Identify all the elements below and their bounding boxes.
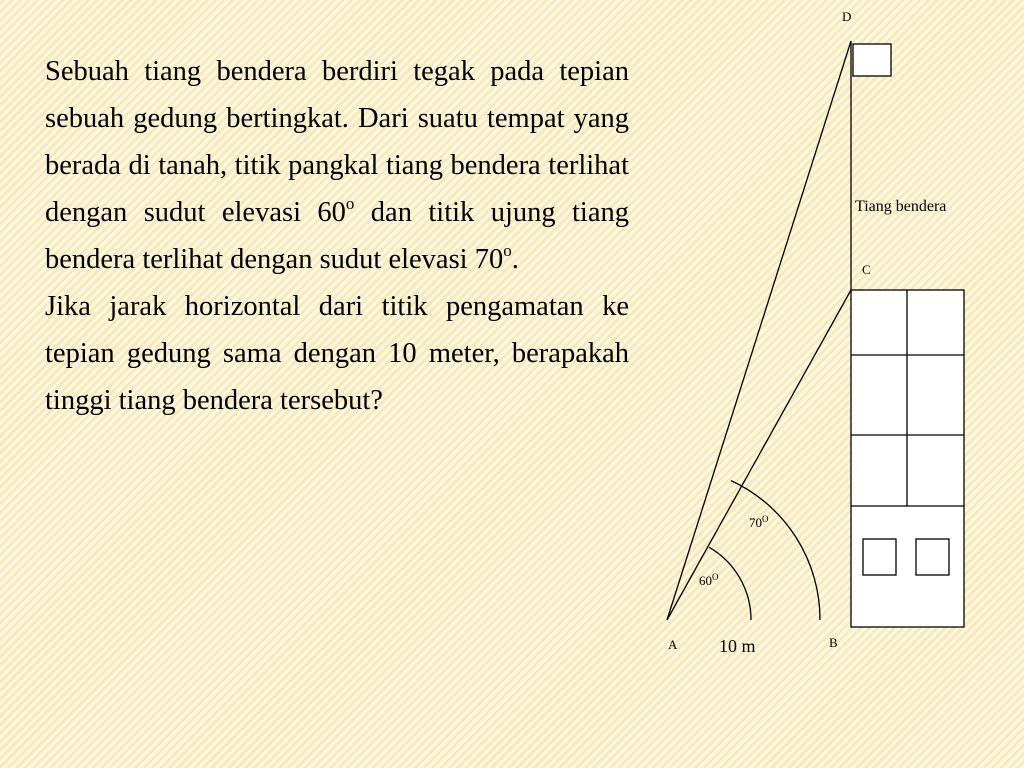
- label-angle-70: [749, 514, 769, 530]
- flag: [853, 44, 891, 76]
- label-point-d: D: [842, 9, 852, 24]
- angle-70-value: 70: [749, 515, 762, 530]
- label-point-b: B: [829, 635, 838, 650]
- degree-superscript-60: o: [345, 193, 355, 213]
- problem-text-part-3: .: [511, 244, 519, 275]
- label-distance-ab: 10 m: [719, 636, 756, 656]
- angle-70-degree: O: [762, 514, 769, 524]
- sight-line-ad: [667, 41, 851, 620]
- label-flag-pole: Tiang bendera: [855, 198, 947, 215]
- problem-paragraph-2: Jika jarak horizontal dari titik pengamatan ke tepian gedung sama dengan 10 meter, berapakah tinggi tiang bendera tersebut?: [45, 291, 629, 416]
- building-window-left: [863, 539, 896, 575]
- degree-superscript-70: o: [503, 240, 512, 260]
- problem-text-part-1: Sebuah tiang bendera berdiri tegak pada tepian sebuah gedung bertingkat. Dari suatu tempat yang berada di tanah, titik pangkal tiang bendera terlihat dengan sudut elevasi 60: [45, 56, 629, 228]
- angle-arc-60: [709, 547, 751, 620]
- angle-60-degree: O: [712, 572, 719, 582]
- building-window-right: [916, 539, 949, 575]
- label-point-c: C: [862, 262, 871, 277]
- angle-arc-70: [731, 481, 820, 620]
- angle-60-value: 60: [699, 573, 712, 588]
- sight-line-ac: [667, 290, 851, 620]
- label-point-a: A: [668, 637, 678, 652]
- label-angle-60: [699, 572, 719, 588]
- problem-text-part-2: dan titik ujung tiang bendera terlihat dengan sudut elevasi 70: [45, 197, 629, 275]
